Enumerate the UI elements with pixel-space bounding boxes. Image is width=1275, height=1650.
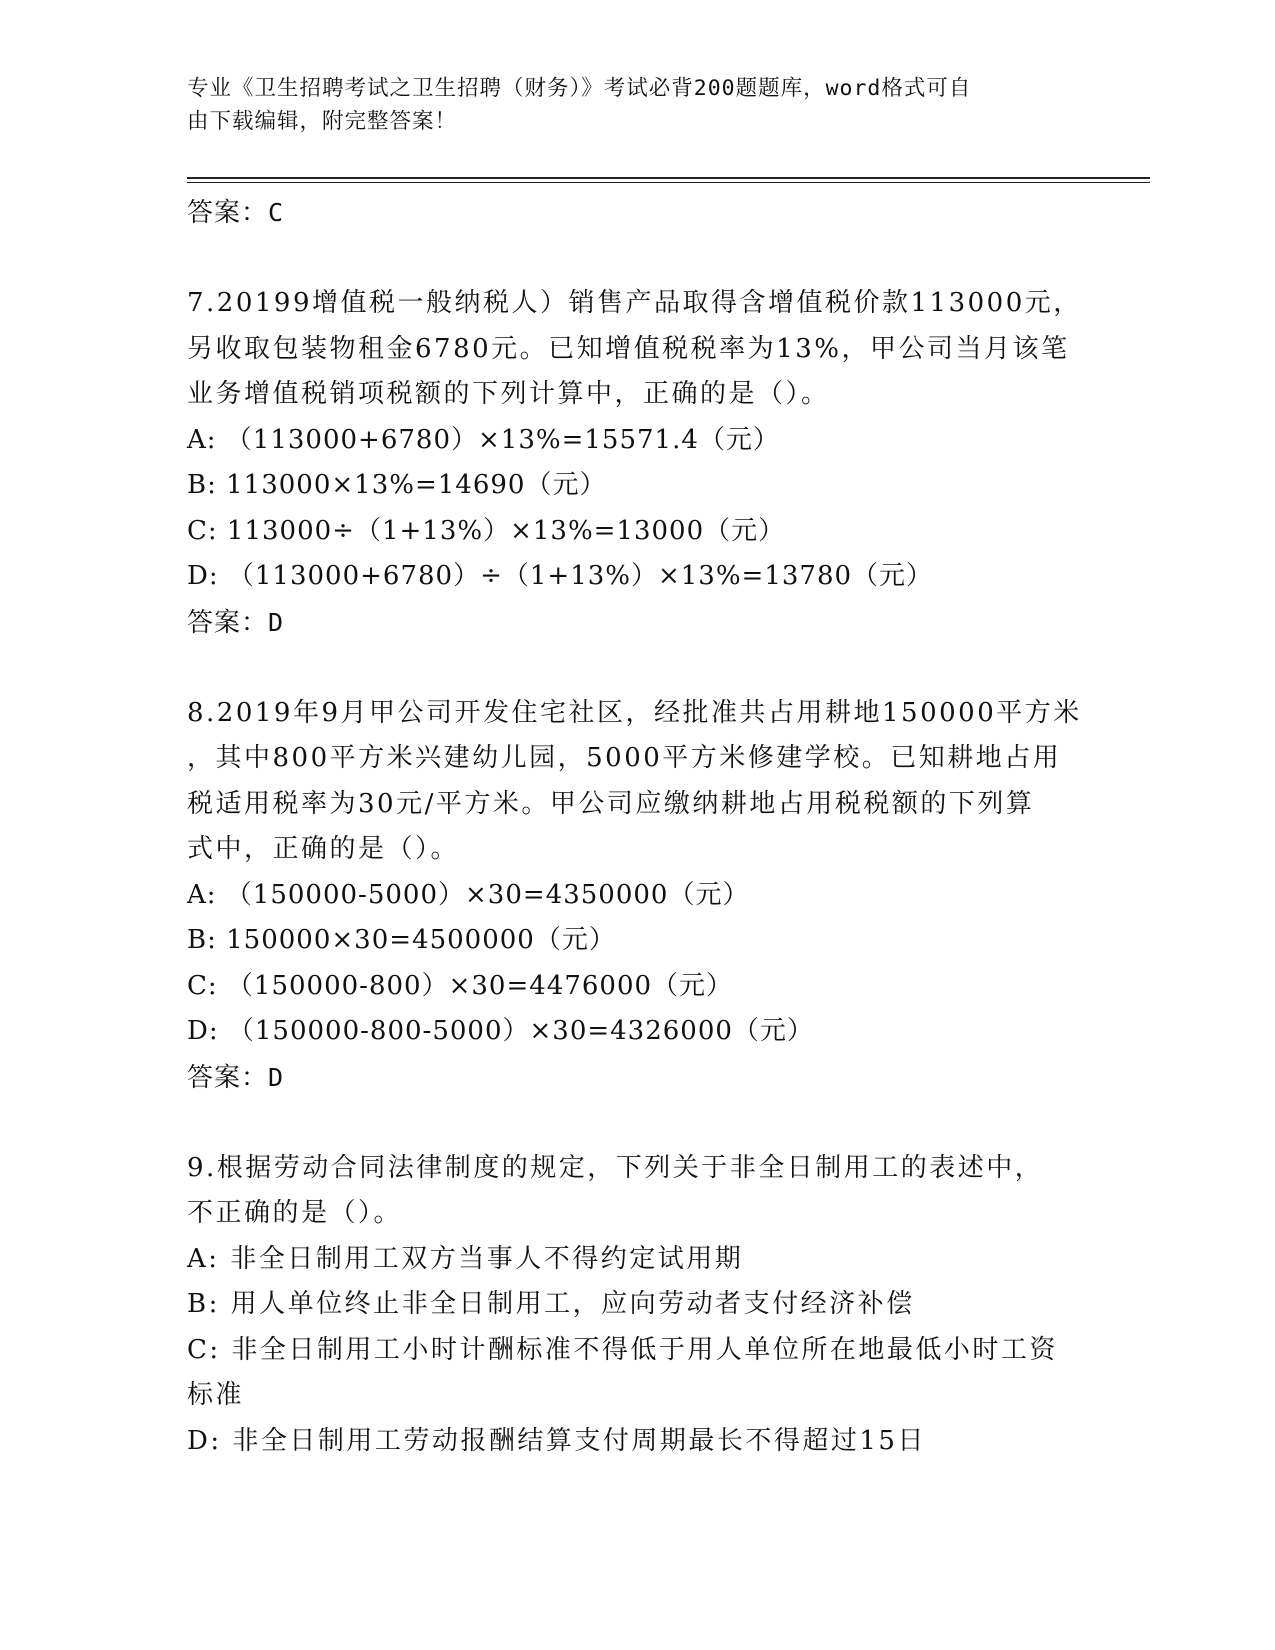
answer-value: D: [268, 1062, 285, 1092]
option-b: B: 113000×13%=14690（元）: [187, 470, 607, 500]
option-a: A: 非全日制用工双方当事人不得约定试用期: [187, 1243, 744, 1274]
option-a: A: （113000+6780）×13%=15571.4（元）: [187, 424, 780, 455]
question-stem-line: 9.根据劳动合同法律制度的规定，下列关于非全日制用工的表述中，: [187, 1152, 1044, 1183]
question-stem-line: 7.20199增值税一般纳税人）销售产品取得含增值税价款113000元，: [187, 288, 1082, 318]
answer-label: 答案：: [187, 607, 269, 638]
answer-label: 答案：: [187, 198, 269, 228]
page-header: [187, 72, 1067, 138]
option-c: C: 113000÷（1+13%）×13%=13000（元）: [187, 515, 786, 546]
question-block: [187, 691, 1087, 1100]
answer-line: [187, 190, 1087, 235]
answer-line: [187, 600, 1087, 645]
question-block: [187, 1146, 1087, 1465]
answer-label: 答案：: [187, 1062, 269, 1093]
option-c-continued: 标准: [187, 1380, 245, 1410]
option-c: C: 非全日制用工小时计酬标准不得低于用人单位所在地最低小时工资: [187, 1334, 1058, 1365]
question-stem-line: 另收取包装物租金6780元。已知增值税税率为13%，甲公司当月该笔: [187, 333, 1070, 364]
header-line-2: 由下载编辑，附完整答案！: [187, 109, 458, 134]
answer-value: D: [268, 607, 285, 637]
question-stem-line: 式中，正确的是（）。: [187, 834, 460, 864]
header-divider: [187, 177, 1150, 179]
option-d: D: （113000+6780）÷（1+13%）×13%=13780（元）: [187, 561, 934, 591]
question-list: [187, 190, 1087, 1464]
option-b: B: 用人单位终止非全日制用工，应向劳动者支付经济补偿: [187, 1289, 915, 1319]
option-d: D: 非全日制用工劳动报酬结算支付周期最长不得超过15日: [187, 1425, 926, 1456]
header-line-1: 专业《卫生招聘考试之卫生招聘（财务）》考试必背200题题库，word格式可自: [187, 76, 972, 101]
option-b: B: 150000×30=4500000（元）: [187, 925, 616, 955]
question-stem-line: ，其中800平方米兴建幼儿园，5000平方米修建学校。已知耕地占用: [187, 743, 1062, 773]
question-stem-line: 8.2019年9月甲公司开发住宅社区，经批准共占用耕地150000平方米: [187, 697, 1082, 728]
question-stem-line: 不正确的是（）。: [187, 1198, 403, 1228]
option-a: A: （150000-5000）×30=4350000（元）: [187, 879, 750, 910]
option-d: D: （150000-800-5000）×30=4326000（元）: [187, 1016, 814, 1046]
answer-value: C: [268, 198, 285, 227]
header-divider-thin: [187, 182, 1150, 183]
option-c: C: （150000-800）×30=4476000（元）: [187, 970, 734, 1001]
question-block: [187, 281, 1087, 645]
question-stem-line: 税适用税率为30元/平方米。甲公司应缴纳耕地占用税税额的下列算: [187, 788, 1035, 819]
answer-line: [187, 1055, 1087, 1100]
question-stem-line: 业务增值税销项税额的下列计算中，正确的是（）。: [187, 379, 830, 409]
